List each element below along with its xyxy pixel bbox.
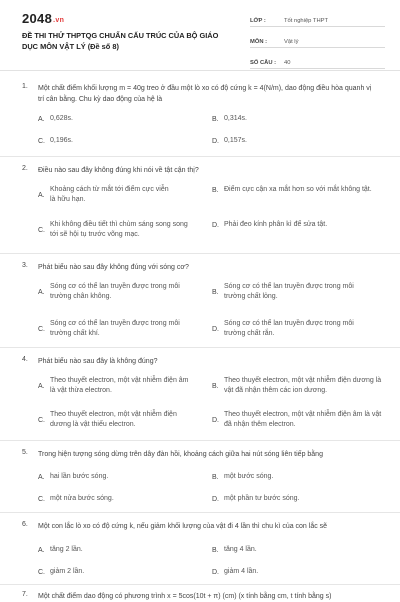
option-text: 0,196s. xyxy=(50,137,73,144)
option-letter: D. xyxy=(212,568,219,576)
option-text: 0,628s. xyxy=(50,115,73,122)
question-text: Trong hiện tượng sóng dừng trên dây đàn hồi, khoảng cách giữa hai nút sóng liên tiếp bằng xyxy=(38,451,323,458)
header-divider xyxy=(0,70,400,71)
question-divider xyxy=(0,253,400,254)
question-text: Phát biểu nào sau đây là không đúng? xyxy=(38,358,158,365)
site-logo[interactable] xyxy=(22,11,64,26)
option-a[interactable] xyxy=(38,376,195,396)
option-letter: C. xyxy=(38,226,45,234)
option-letter: B. xyxy=(212,546,219,554)
option-letter: A. xyxy=(38,473,45,481)
option-letter: C. xyxy=(38,325,45,333)
logo-suffix: .vn xyxy=(53,17,65,24)
meta-value: Tốt nghiệp THPT xyxy=(284,18,329,24)
question-divider xyxy=(0,156,400,157)
option-d[interactable] xyxy=(212,319,374,339)
meta-label: LỚP : xyxy=(250,18,266,24)
logo-text: 2048 xyxy=(22,11,53,26)
option-letter: B. xyxy=(212,382,219,390)
option-a[interactable] xyxy=(38,545,83,555)
option-text: một phần tư bước sóng. xyxy=(224,495,300,502)
question-text: Một chất điểm khối lượng m = 40g treo ở đầu một lò xo có độ cứng k = 4(N/m), dao động điều hòa quanh vị trí cân bằng. Chu kỳ dao động của hệ là xyxy=(38,85,372,103)
question-number: 3. xyxy=(22,262,28,269)
option-text: tăng 2 lần. xyxy=(50,546,83,553)
question-divider xyxy=(0,347,400,348)
option-d[interactable] xyxy=(212,220,384,230)
option-text: Khoảng cách từ mắt tới điểm cực viễn là hữu hạn. xyxy=(50,186,169,203)
option-text: Sóng cơ có thể lan truyền được trong môi trường chất lỏng. xyxy=(224,283,354,300)
option-text: Theo thuyết electron, một vật nhiễm điện âm là vật thừa electron. xyxy=(50,377,189,394)
meta-value: 40 xyxy=(284,60,291,66)
option-text: Phải đeo kính phân kì để sửa tật. xyxy=(224,221,328,228)
option-letter: B. xyxy=(212,115,219,123)
option-b[interactable] xyxy=(212,376,389,396)
question-text: Một chất điểm dao động có phương trình x = 5cos(10t + π) (cm) (x tính bằng cm, t tính bằng s) xyxy=(38,593,332,600)
option-d[interactable] xyxy=(212,494,299,504)
option-b[interactable] xyxy=(212,545,257,555)
option-letter: B. xyxy=(212,288,219,296)
option-text: Theo thuyết electron, một vật nhiễm điện âm là vật đã nhận thêm electron. xyxy=(224,411,382,428)
option-letter: D. xyxy=(212,221,219,229)
question-number: 4. xyxy=(22,356,28,363)
option-c[interactable] xyxy=(38,319,195,339)
option-letter: D. xyxy=(212,137,219,145)
option-b[interactable] xyxy=(212,472,273,482)
option-letter: A. xyxy=(38,191,45,199)
option-text: một nửa bước sóng. xyxy=(50,495,114,502)
exam-title-line2: DỤC MÔN VẬT LÝ (Đề số 8) xyxy=(22,42,119,51)
option-text: Khi không điều tiết thì chùm sáng song song tới sẽ hội tụ trước võng mạc. xyxy=(50,221,188,238)
option-d[interactable] xyxy=(212,567,258,577)
question-divider xyxy=(0,440,400,441)
option-c[interactable] xyxy=(38,494,114,504)
question-number: 5. xyxy=(22,449,28,456)
question-text: Điều nào sau đây không đúng khi nói về tật cận thị? xyxy=(38,167,199,174)
option-d[interactable] xyxy=(212,136,247,146)
option-text: Theo thuyết electron, một vật nhiễm điện dương là vật thiếu electron. xyxy=(50,411,177,428)
question-divider xyxy=(0,512,400,513)
option-c[interactable] xyxy=(38,410,195,430)
option-letter: B. xyxy=(212,186,219,194)
meta-grade xyxy=(250,12,385,27)
exam-title xyxy=(22,30,237,52)
meta-label: SỐ CÂU : xyxy=(250,60,277,66)
option-text: Sóng cơ có thể lan truyền được trong môi trường chất khí. xyxy=(50,320,180,337)
option-text: 0,157s. xyxy=(224,137,247,144)
option-text: Theo thuyết electron, một vật nhiễm điện dương là vật đã nhận thêm các ion dương. xyxy=(224,377,382,394)
option-letter: A. xyxy=(38,115,45,123)
option-letter: A. xyxy=(38,288,45,296)
option-text: giảm 4 lần. xyxy=(224,568,259,575)
document-header xyxy=(0,0,400,66)
meta-subject xyxy=(250,33,385,48)
question-number: 7. xyxy=(22,591,28,598)
option-text: 0,314s. xyxy=(224,115,247,122)
option-letter: D. xyxy=(212,495,219,503)
question-text: Phát biểu nào sau đây không đúng với sóng cơ? xyxy=(38,264,189,271)
meta-count xyxy=(250,54,385,69)
option-c[interactable] xyxy=(38,136,73,146)
option-letter: C. xyxy=(38,568,45,576)
option-b[interactable] xyxy=(212,114,247,124)
option-a[interactable] xyxy=(38,114,73,124)
option-text: tăng 4 lần. xyxy=(224,546,257,553)
question-number: 2. xyxy=(22,165,28,172)
option-c[interactable] xyxy=(38,567,84,577)
option-a[interactable] xyxy=(38,185,175,205)
option-letter: A. xyxy=(38,546,45,554)
option-text: Điểm cực cận xa mắt hơn so với mắt không tật. xyxy=(224,186,372,193)
option-a[interactable] xyxy=(38,282,195,302)
option-a[interactable] xyxy=(38,472,108,482)
meta-value: Vật lý xyxy=(284,39,299,45)
option-text: Sóng cơ có thể lan truyền được trong môi trường chân không. xyxy=(50,283,180,300)
option-b[interactable] xyxy=(212,282,374,302)
exam-meta xyxy=(250,12,385,75)
option-text: giảm 2 lần. xyxy=(50,568,85,575)
option-c[interactable] xyxy=(38,220,190,240)
option-letter: D. xyxy=(212,325,219,333)
option-text: Sóng cơ có thể lan truyền được trong môi trường chất rắn. xyxy=(224,320,354,337)
question-text: Một con lắc lò xo có độ cứng k, nếu giảm khối lượng của vật đi 4 lần thì chu kì của con lắc sẽ xyxy=(38,523,328,530)
option-d[interactable] xyxy=(212,410,384,430)
option-letter: C. xyxy=(38,137,45,145)
option-letter: D. xyxy=(212,416,219,424)
option-letter: C. xyxy=(38,416,45,424)
option-text: một bước sóng. xyxy=(224,473,274,480)
option-b[interactable] xyxy=(212,185,374,195)
question-divider xyxy=(0,584,400,585)
option-letter: B. xyxy=(212,473,219,481)
question-number: 6. xyxy=(22,521,28,528)
option-letter: A. xyxy=(38,382,45,390)
question-number: 1. xyxy=(22,83,28,90)
meta-label: MÔN : xyxy=(250,39,268,45)
option-text: hai lần bước sóng. xyxy=(50,473,109,480)
option-letter: C. xyxy=(38,495,45,503)
exam-title-line1: ĐỀ THI THỬ THPTQG CHUẨN CẤU TRÚC CỦA BỘ GIÁO xyxy=(22,31,219,40)
